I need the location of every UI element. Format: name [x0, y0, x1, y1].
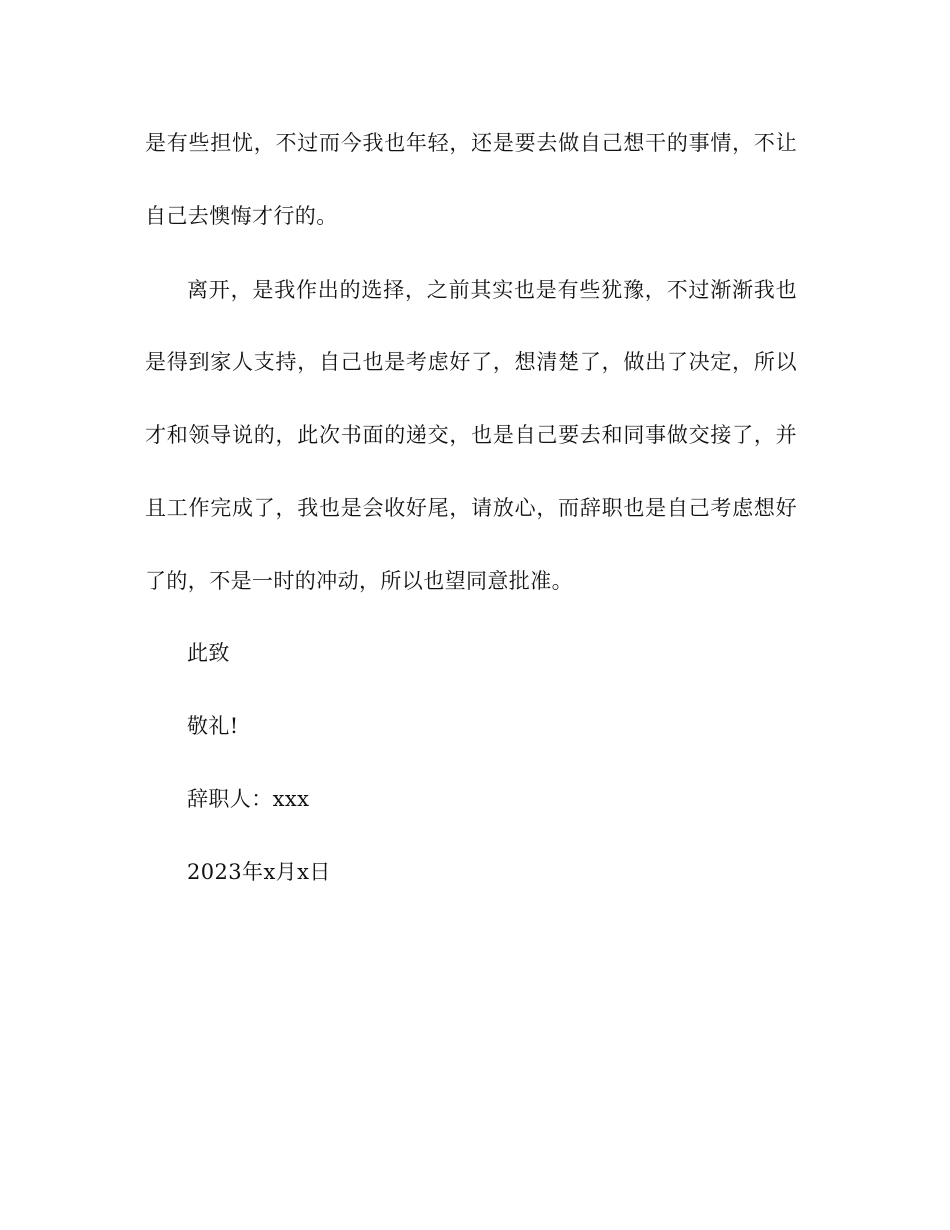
body-line: 是得到家人支持，自己也是考虑好了，想清楚了，做出了决定，所以 — [145, 350, 797, 374]
body-line: 离开，是我作出的选择，之前其实也是有些犹豫，不过渐渐我也 — [187, 278, 797, 302]
body-line: 是有些担忧，不过而今我也年轻，还是要去做自己想干的事情，不让 — [145, 131, 797, 155]
body-line: 了的，不是一时的冲动，所以也望同意批准。 — [145, 569, 573, 593]
body-line: 才和领导说的，此次书面的递交，也是自己要去和同事做交接了，并 — [145, 423, 797, 447]
closing-salutation: 此致 — [187, 641, 230, 665]
body-line: 且工作完成了，我也是会收好尾，请放心，而辞职也是自己考虑想好 — [145, 496, 797, 520]
signer-line: 辞职人：xxx — [187, 787, 310, 811]
date-line: 2023年x月x日 — [187, 860, 331, 884]
closing-regards: 敬礼! — [187, 714, 239, 738]
body-line: 自己去懊悔才行的。 — [145, 204, 338, 228]
